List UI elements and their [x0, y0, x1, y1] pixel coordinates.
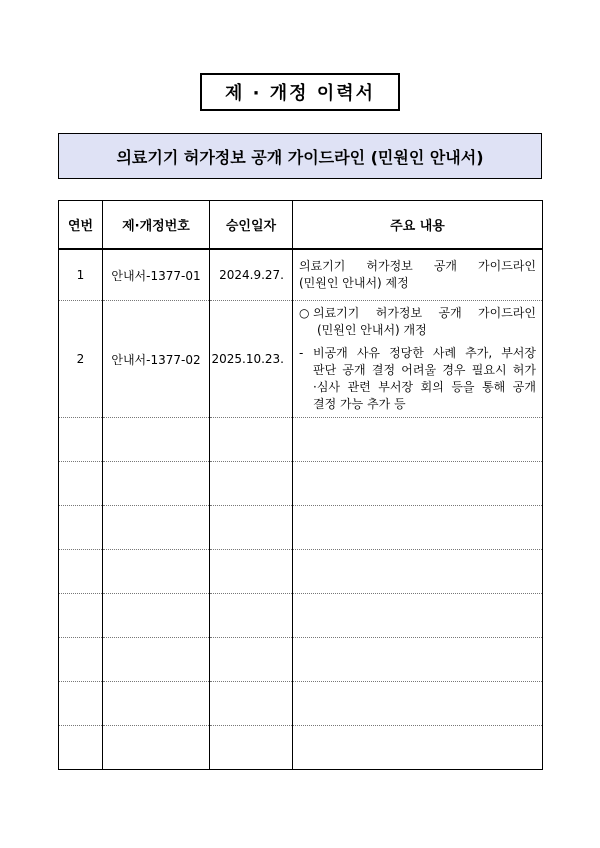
serial-number-cell: 1	[59, 249, 103, 301]
content-line: 의료기기 허가정보 공개 가이드라인	[299, 259, 536, 273]
empty-cell	[293, 638, 543, 682]
content-line: (민원인 안내서) 개정	[317, 323, 427, 337]
header-approval-date: 승인일자	[210, 201, 293, 250]
empty-cell	[293, 418, 543, 462]
empty-cell	[293, 462, 543, 506]
empty-table-row	[59, 682, 543, 726]
empty-cell	[103, 594, 210, 638]
empty-table-row	[59, 462, 543, 506]
empty-table-row	[59, 726, 543, 770]
main-content-cell	[293, 301, 543, 418]
empty-cell	[210, 726, 293, 770]
empty-cell	[59, 462, 103, 506]
approval-date-cell: 2025.10.23.	[210, 301, 293, 418]
empty-cell	[103, 418, 210, 462]
content-line: 비공개 사유 정당한 사례 추가, 부서장	[313, 346, 536, 360]
empty-cell	[293, 550, 543, 594]
content-line: (민원인 안내서) 제정	[299, 276, 409, 290]
empty-table-row	[59, 594, 543, 638]
content-line: 의료기기 허가정보 공개 가이드라인	[313, 306, 536, 320]
table-row	[59, 249, 543, 301]
page-title: 제 · 개정 이력서	[200, 73, 400, 111]
empty-cell	[210, 638, 293, 682]
empty-cell	[103, 726, 210, 770]
header-revision-number: 제·개정번호	[103, 201, 210, 250]
empty-cell	[59, 594, 103, 638]
empty-cell	[103, 506, 210, 550]
empty-cell	[103, 462, 210, 506]
empty-cell	[293, 594, 543, 638]
empty-cell	[103, 550, 210, 594]
serial-number-cell: 2	[59, 301, 103, 418]
empty-cell	[293, 726, 543, 770]
main-content-cell	[293, 249, 543, 301]
empty-cell	[210, 550, 293, 594]
empty-cell	[210, 418, 293, 462]
empty-cell	[59, 726, 103, 770]
revision-number-cell: 안내서-1377-01	[103, 249, 210, 301]
empty-cell	[59, 418, 103, 462]
revision-history-table	[58, 200, 543, 770]
revision-number-cell: 안내서-1377-02	[103, 301, 210, 418]
empty-cell	[103, 638, 210, 682]
empty-cell	[59, 682, 103, 726]
empty-cell	[59, 550, 103, 594]
empty-cell	[293, 506, 543, 550]
content-line: ·심사 관련 부서장 회의 등을 통해 공개	[313, 380, 536, 394]
empty-table-row	[59, 638, 543, 682]
approval-date-cell: 2024.9.27.	[210, 249, 293, 301]
bullet-item	[299, 305, 536, 339]
content-line: 판단 공개 결정 어려울 경우 필요시 허가	[313, 363, 536, 377]
header-main-content: 주요 내용	[293, 201, 543, 250]
empty-cell	[210, 462, 293, 506]
empty-table-row	[59, 506, 543, 550]
empty-cell	[210, 682, 293, 726]
table-row	[59, 301, 543, 418]
dash-bullet-icon: -	[299, 346, 304, 360]
table-header-row	[59, 201, 543, 250]
empty-table-row	[59, 418, 543, 462]
header-serial-number: 연번	[59, 201, 103, 250]
document-name-banner: 의료기기 허가정보 공개 가이드라인 (민원인 안내서)	[58, 133, 542, 179]
circle-bullet-icon: ○	[299, 306, 310, 320]
empty-cell	[59, 506, 103, 550]
empty-table-row	[59, 550, 543, 594]
dash-item	[299, 345, 536, 413]
content-line: 결정 가능 추가 등	[313, 397, 406, 411]
empty-cell	[293, 682, 543, 726]
empty-cell	[59, 638, 103, 682]
empty-cell	[210, 594, 293, 638]
empty-cell	[210, 506, 293, 550]
empty-cell	[103, 682, 210, 726]
